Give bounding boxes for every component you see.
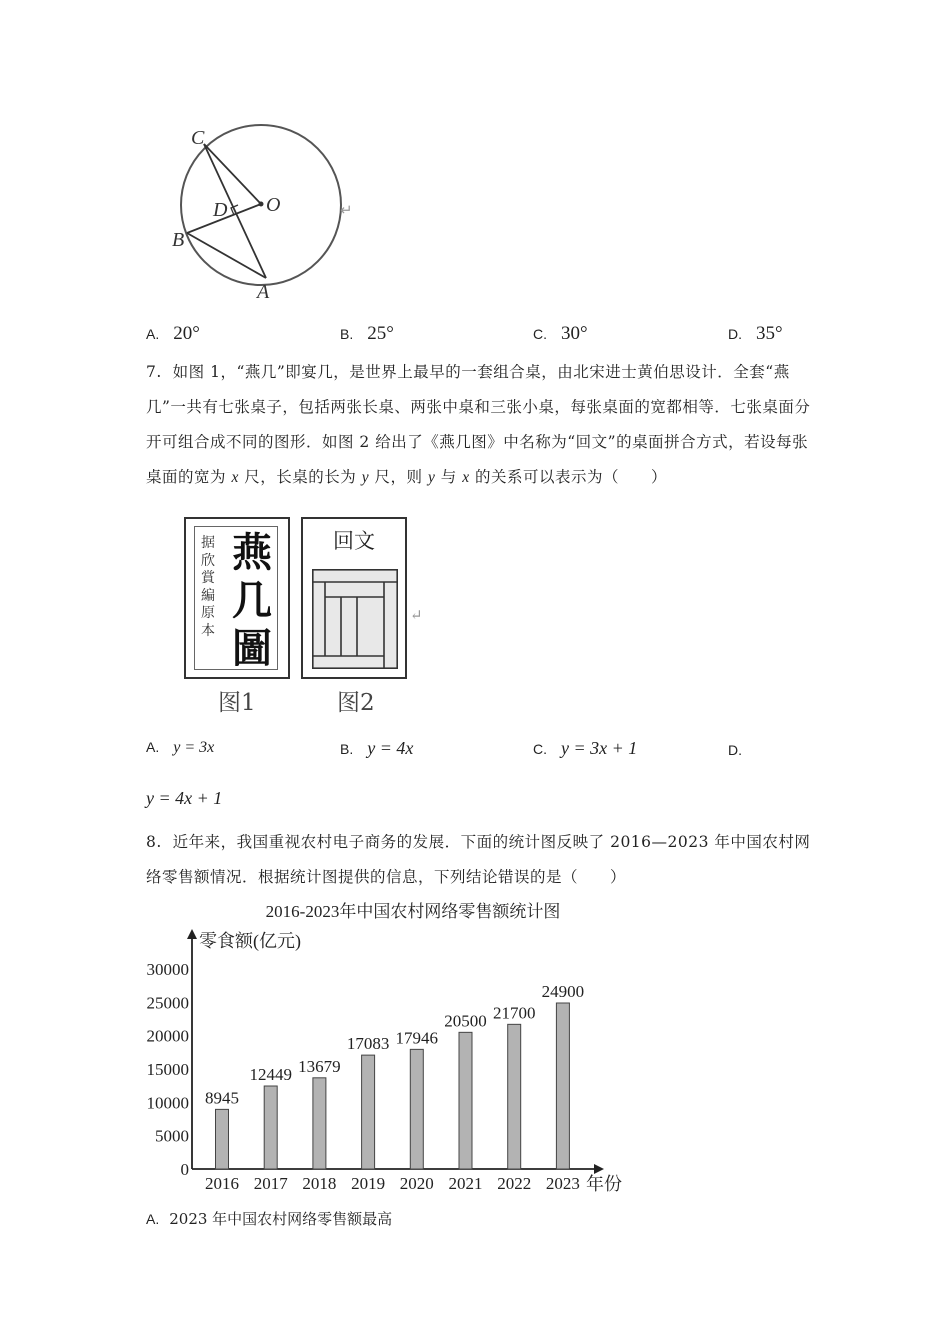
option-value: y = 3x + 1	[561, 738, 638, 758]
option-value: y = 3x	[173, 739, 215, 756]
option-label: A.	[146, 1211, 160, 1227]
y-axis-arrow	[187, 929, 197, 939]
q6-option-b[interactable]	[340, 323, 394, 345]
q8-option-a[interactable]	[146, 1208, 392, 1229]
question-number: 7.	[146, 363, 162, 381]
data-label-2017: 12449	[249, 1065, 292, 1085]
center-point	[259, 202, 264, 207]
x-axis-arrow	[594, 1164, 604, 1174]
option-label: A.	[146, 739, 160, 755]
x-tick-label: 2021	[448, 1174, 483, 1193]
q7-option-b[interactable]	[340, 738, 413, 759]
bar-2022	[508, 1024, 521, 1169]
q7-option-a[interactable]	[146, 738, 214, 757]
huiwen-table-layout	[312, 569, 398, 669]
x-tick-label: 2017	[253, 1174, 288, 1193]
segment-co	[204, 144, 261, 204]
y-tick-label: 0	[180, 1160, 189, 1179]
label-o: O	[266, 194, 281, 216]
y-tick-label: 20000	[146, 1026, 189, 1046]
option-label: A.	[146, 326, 160, 342]
figure-2-caption: 图2	[337, 690, 375, 716]
option-value: 20°	[173, 323, 200, 344]
q6-option-d[interactable]	[728, 323, 783, 345]
figure-1-panel	[184, 517, 290, 679]
x-tick-label: 2022	[497, 1174, 532, 1193]
label-b: B	[172, 229, 185, 251]
data-label-2018: 13679	[298, 1056, 341, 1076]
option-value: 30°	[561, 323, 588, 344]
option-value: y = 4x	[367, 738, 414, 758]
data-label-2022: 21700	[492, 1003, 536, 1023]
label-d: D	[213, 199, 228, 221]
option-label: C.	[533, 741, 547, 757]
option-value: 25°	[367, 323, 394, 344]
figure-1-caption: 图1	[218, 690, 256, 716]
y-tick-label: 10000	[146, 1093, 189, 1113]
data-label-2016: 8945	[205, 1088, 239, 1108]
return-mark: ↵	[340, 203, 353, 219]
question-8-text: 8. 近年来，我国重视农村电子商务的发展．下面的统计图反映了 2016—2023 年中国农村网络零售额情况．根据统计图提供的信息，下列结论错误的是（ ）	[146, 833, 811, 886]
q6-option-c[interactable]	[533, 323, 588, 345]
bar-2018	[313, 1078, 326, 1169]
x-tick-label: 2018	[302, 1174, 337, 1193]
data-label-2021: 20500	[444, 1011, 487, 1031]
x-axis-label: 年份	[586, 1174, 622, 1194]
y-tick-label: 25000	[146, 993, 189, 1013]
y-tick-label: 5000	[155, 1126, 189, 1146]
x-tick-label: 2016	[205, 1174, 239, 1193]
question-number: 8.	[146, 833, 162, 851]
q6-option-a[interactable]	[146, 323, 200, 345]
x-tick-label: 2019	[351, 1174, 386, 1193]
option-value: 35°	[756, 323, 783, 344]
q7-option-d-value: y = 4x + 1	[146, 788, 223, 808]
bar-2016	[216, 1109, 229, 1169]
return-mark: ↵	[410, 606, 423, 624]
figure-2-title: 回文	[333, 529, 375, 553]
option-label: D.	[728, 742, 742, 758]
data-label-2023: 24900	[541, 982, 585, 1001]
bar-2017	[264, 1086, 277, 1169]
bar-2019	[362, 1055, 375, 1169]
bar-chart	[0, 895, 950, 1200]
circle-figure	[160, 120, 380, 310]
option-label: D.	[728, 326, 742, 342]
figure-2-panel	[301, 517, 407, 679]
label-a: A	[257, 281, 270, 303]
bar-2023	[556, 1003, 569, 1169]
data-label-2020: 17946	[395, 1028, 439, 1048]
q7-option-d[interactable]	[728, 741, 756, 759]
chart-title: 2016-2023年中国农村网络零售额统计图	[265, 902, 561, 921]
question-7-text: 7. 如图 1，“燕几”即宴几，是世界上最早的一套组合桌，由北宋进士黄伯思设计．全套“燕几”一共有七张桌子，包括两张长桌、两张中桌和三张小桌，每张桌面的宽都相等．七张桌面分开可组合成不同的图形．如图 2 给出了《燕几图》中名称为“回文”的桌面拼合方式，若设每张桌面的宽为 x 尺，长桌的长为 y 尺，则 y 与 x 的关系可以表示为（ ）	[146, 363, 811, 486]
y-tick-label: 30000	[146, 960, 189, 979]
y-tick-label: 15000	[146, 1060, 189, 1079]
q7-option-c[interactable]	[533, 738, 637, 759]
label-c: C	[191, 127, 205, 149]
figure-1-vertical-text: 据欣賞編原本	[201, 535, 215, 639]
option-label: B.	[340, 326, 354, 342]
bar-2020	[410, 1049, 423, 1169]
y-axis-label: 零食额(亿元)	[199, 931, 301, 951]
option-value: 2023 年中国农村网络零售额最高	[169, 1210, 393, 1228]
x-tick-label: 2020	[399, 1174, 434, 1193]
option-label: C.	[533, 326, 547, 342]
bar-2021	[459, 1032, 472, 1169]
x-tick-label: 2023	[545, 1174, 580, 1193]
option-label: B.	[340, 741, 354, 757]
data-label-2019: 17083	[346, 1034, 390, 1054]
figure-1-big-text: 燕几圖	[232, 529, 272, 672]
